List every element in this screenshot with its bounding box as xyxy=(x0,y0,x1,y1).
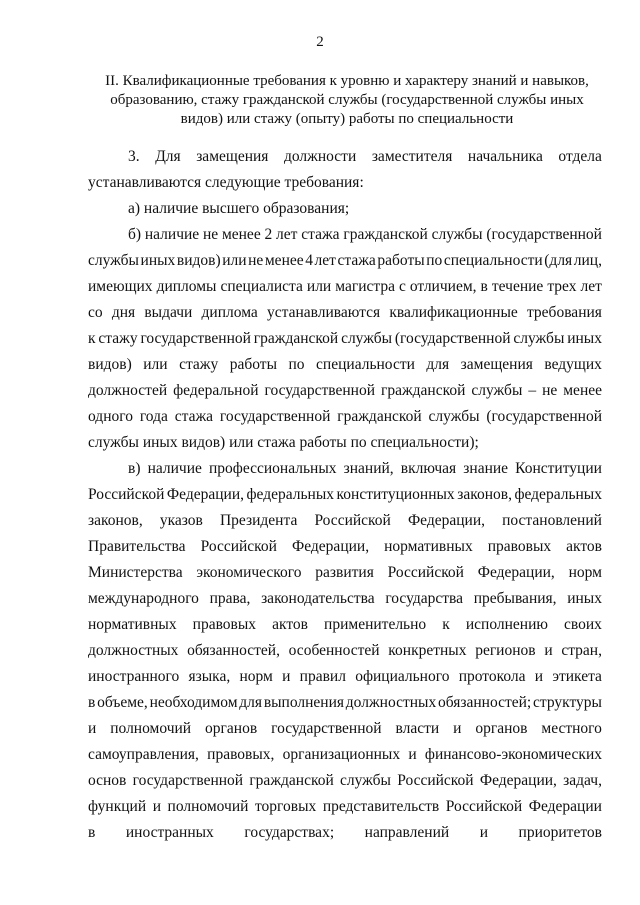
word: финансово-экономических xyxy=(424,746,602,763)
word: органов xyxy=(205,720,258,737)
word: Федерации, xyxy=(479,772,557,789)
heading-line: видов) или стажу (опыту) работы по специальности xyxy=(180,111,514,127)
word: права, xyxy=(209,590,251,607)
word: организационных xyxy=(282,746,401,763)
word: и xyxy=(408,746,417,763)
word: экономического xyxy=(196,564,302,581)
word: полномочий xyxy=(167,798,249,815)
word: применительно xyxy=(324,616,427,633)
word: замещения xyxy=(460,356,533,373)
word: Конституции xyxy=(515,460,602,477)
word: направлений xyxy=(364,824,450,841)
word: в xyxy=(88,694,96,711)
word: (для xyxy=(544,252,573,269)
word: замещения xyxy=(196,148,269,165)
word: стажа xyxy=(174,408,214,425)
word: иностранного xyxy=(88,668,180,685)
word: службы xyxy=(431,226,483,243)
word: гражданской xyxy=(380,382,466,399)
word: лиц, xyxy=(573,252,602,269)
body-line xyxy=(88,720,602,738)
word: включая xyxy=(400,460,457,477)
word: начальника xyxy=(467,148,543,165)
word: функций xyxy=(88,798,147,815)
word: и xyxy=(88,720,97,737)
body-line xyxy=(88,590,602,608)
word: лет xyxy=(314,252,336,269)
word: менее xyxy=(264,252,304,269)
word: иных xyxy=(567,590,602,607)
word: требования xyxy=(526,304,602,321)
word: иностранных xyxy=(125,824,214,841)
body-line xyxy=(88,746,602,764)
heading-line: образованию, стажу гражданской службы (государственной службы иных xyxy=(110,92,584,108)
word: (государственной xyxy=(486,226,602,243)
word: регионов xyxy=(475,642,536,659)
word: или xyxy=(143,356,168,373)
word: государственной xyxy=(271,720,382,737)
word: лет xyxy=(580,278,602,295)
word: актов xyxy=(566,538,602,555)
word: – xyxy=(528,382,537,399)
body-line xyxy=(88,486,602,504)
word: года xyxy=(139,408,168,425)
word: Российской xyxy=(314,512,391,529)
word: протокола xyxy=(458,668,526,685)
word: к xyxy=(88,330,96,347)
word: власти xyxy=(395,720,440,737)
body-line xyxy=(128,148,602,166)
word: видов) xyxy=(176,252,221,269)
word: наличие xyxy=(147,460,202,477)
word: приоритетов xyxy=(518,824,602,841)
word: федеральной xyxy=(173,382,259,399)
word: должностных xyxy=(88,642,179,659)
body-line xyxy=(88,304,602,322)
word: правовых xyxy=(192,616,257,633)
word: государственной xyxy=(219,408,331,425)
word: гражданской xyxy=(253,330,339,347)
word: видов) xyxy=(88,356,132,373)
word: выполнения xyxy=(263,694,345,711)
word: Российской xyxy=(387,564,464,581)
word: необходимом xyxy=(149,694,238,711)
word: Министерства xyxy=(88,564,183,581)
word: отличием, xyxy=(409,278,477,295)
word: Федерации xyxy=(528,798,602,815)
word: службы xyxy=(341,330,393,347)
word: развития xyxy=(315,564,374,581)
word: Российской xyxy=(445,798,523,815)
word: Российской xyxy=(397,772,474,789)
body-line xyxy=(128,226,602,244)
word: государства xyxy=(385,590,464,607)
word: квалификационные xyxy=(389,304,518,321)
body-line xyxy=(88,564,602,582)
word: представительств xyxy=(322,798,440,815)
body-line: а) наличие высшего образования; xyxy=(128,200,350,217)
word: должности xyxy=(283,148,357,165)
word: службы xyxy=(88,252,139,269)
word: Федерации, xyxy=(407,512,486,529)
heading-line: II. Квалификационные требования к уровню и характеру знаний и навыков, xyxy=(105,73,589,89)
word: лет xyxy=(276,226,298,243)
word: законодательства xyxy=(261,590,375,607)
word: Российской xyxy=(200,538,277,555)
word: в xyxy=(480,278,488,295)
word: одного xyxy=(88,408,133,425)
word: должностей xyxy=(88,382,168,399)
word: и xyxy=(453,720,462,737)
body-line xyxy=(88,538,602,556)
word: по xyxy=(288,356,305,373)
body-line: службы иных видов) или стажа работы по специальности); xyxy=(88,434,479,451)
body-line xyxy=(88,382,602,400)
page-number: 2 xyxy=(316,34,324,50)
word: (государственной xyxy=(486,408,602,425)
word: для xyxy=(426,356,450,373)
word: и xyxy=(534,668,544,685)
body-line xyxy=(88,278,602,296)
body-line xyxy=(88,772,602,790)
word: актов xyxy=(272,616,308,633)
word: работы xyxy=(377,252,425,269)
word: задач, xyxy=(563,772,602,789)
word: не xyxy=(248,252,264,269)
section-heading xyxy=(88,72,606,129)
body-line: устанавливаются следующие требования: xyxy=(88,174,364,191)
word: со xyxy=(88,304,103,321)
word: своих xyxy=(564,616,602,633)
word: конкретных xyxy=(388,642,467,659)
word: службы xyxy=(471,382,523,399)
word: государственной xyxy=(140,330,251,347)
word: с xyxy=(398,278,406,295)
word: службы xyxy=(340,772,391,789)
word: Федерации, xyxy=(166,486,244,503)
body-line xyxy=(88,798,602,816)
word: гражданской xyxy=(249,772,334,789)
word: норм xyxy=(568,564,602,581)
word: должностных xyxy=(345,694,437,711)
word: не xyxy=(542,382,558,399)
word: дня xyxy=(111,304,136,321)
word: законов, xyxy=(88,512,143,529)
word: менее xyxy=(221,226,261,243)
word: гражданской xyxy=(343,226,428,243)
word: течение xyxy=(491,278,544,295)
word: иных xyxy=(567,330,602,347)
word: Федерации, xyxy=(477,564,555,581)
word: работы xyxy=(229,356,277,373)
word: и xyxy=(152,798,161,815)
word: торговых xyxy=(254,798,317,815)
word: законов, xyxy=(457,486,512,503)
word: органов xyxy=(475,720,528,737)
word: государственной xyxy=(132,772,244,789)
word: указов xyxy=(159,512,203,529)
body-line xyxy=(88,642,602,660)
word: и xyxy=(282,668,291,685)
word: стран, xyxy=(561,642,602,659)
word: нормативных xyxy=(88,616,177,633)
body-line xyxy=(88,824,602,842)
word: выдачи xyxy=(144,304,193,321)
word: государствах; xyxy=(244,824,335,841)
word: имеющих xyxy=(88,278,153,295)
word: Президента xyxy=(219,512,298,529)
word: самоуправления, xyxy=(88,746,199,763)
word: отдела xyxy=(558,148,602,165)
word: в xyxy=(88,824,96,841)
word: знаний, xyxy=(343,460,394,477)
body-line xyxy=(88,694,602,712)
word: наличие xyxy=(144,226,200,243)
word: ведущих xyxy=(544,356,602,373)
word: к xyxy=(442,616,450,633)
word: конституционных xyxy=(336,486,455,503)
word: Правительства xyxy=(88,538,186,555)
word: устанавливаются xyxy=(266,304,381,321)
body-line xyxy=(88,330,602,348)
word: службы xyxy=(428,408,480,425)
body-line xyxy=(88,668,602,686)
word: пребывания, xyxy=(473,590,557,607)
word: не xyxy=(202,226,219,243)
word: федеральных xyxy=(246,486,335,503)
word: знание xyxy=(463,460,509,477)
word: специальности xyxy=(316,356,415,373)
word: в) xyxy=(128,460,141,477)
word: гражданской xyxy=(337,408,422,425)
word: нормативных xyxy=(384,538,473,555)
word: и xyxy=(479,824,488,841)
word: специальности xyxy=(443,252,543,269)
word: стажу xyxy=(98,330,138,347)
word: правил xyxy=(299,668,346,685)
word: заместителя xyxy=(371,148,453,165)
word: дипломы xyxy=(156,278,217,295)
word: государственной xyxy=(264,382,375,399)
word: б) xyxy=(128,226,142,243)
word: языка, xyxy=(188,668,231,685)
word: международного xyxy=(88,590,199,607)
word: 4 xyxy=(305,252,313,269)
word: 3. xyxy=(128,148,140,165)
word: службы xyxy=(513,330,565,347)
word: специалиста xyxy=(220,278,303,295)
word: Для xyxy=(155,148,181,165)
word: по xyxy=(426,252,443,269)
word: полномочий xyxy=(110,720,192,737)
body-line xyxy=(128,460,602,478)
word: федеральных xyxy=(514,486,602,503)
word: структуры xyxy=(532,694,602,711)
word: Федерации, xyxy=(292,538,370,555)
word: стажа xyxy=(337,252,376,269)
body-line xyxy=(88,356,602,374)
word: местного xyxy=(541,720,602,737)
word: 2 xyxy=(264,226,273,243)
body-line xyxy=(88,616,602,634)
body-line xyxy=(88,252,602,270)
word: официального xyxy=(355,668,450,685)
word: правовых xyxy=(487,538,552,555)
word: объеме, xyxy=(97,694,148,711)
word: магистра xyxy=(335,278,395,295)
word: диплома xyxy=(201,304,258,321)
body-line xyxy=(88,408,602,426)
word: для xyxy=(239,694,263,711)
word: обязанностей; xyxy=(437,694,532,711)
word: обязанностей, xyxy=(187,642,280,659)
word: Российской xyxy=(88,486,165,503)
word: исполнению xyxy=(465,616,548,633)
body-line xyxy=(88,512,602,530)
word: норм xyxy=(239,668,273,685)
word: особенностей xyxy=(288,642,380,659)
word: правовых, xyxy=(207,746,275,763)
word: этикета xyxy=(552,668,602,685)
word: и xyxy=(544,642,553,659)
word: менее xyxy=(563,382,602,399)
word: стажа xyxy=(301,226,340,243)
word: основ xyxy=(88,772,127,789)
word: трех xyxy=(547,278,577,295)
word: или xyxy=(306,278,332,295)
word: постановлений xyxy=(502,512,602,529)
word: или xyxy=(222,252,247,269)
word: иных xyxy=(140,252,176,269)
word: стажу xyxy=(179,356,219,373)
word: (государственной xyxy=(394,330,511,347)
word: профессиональных xyxy=(209,460,337,477)
